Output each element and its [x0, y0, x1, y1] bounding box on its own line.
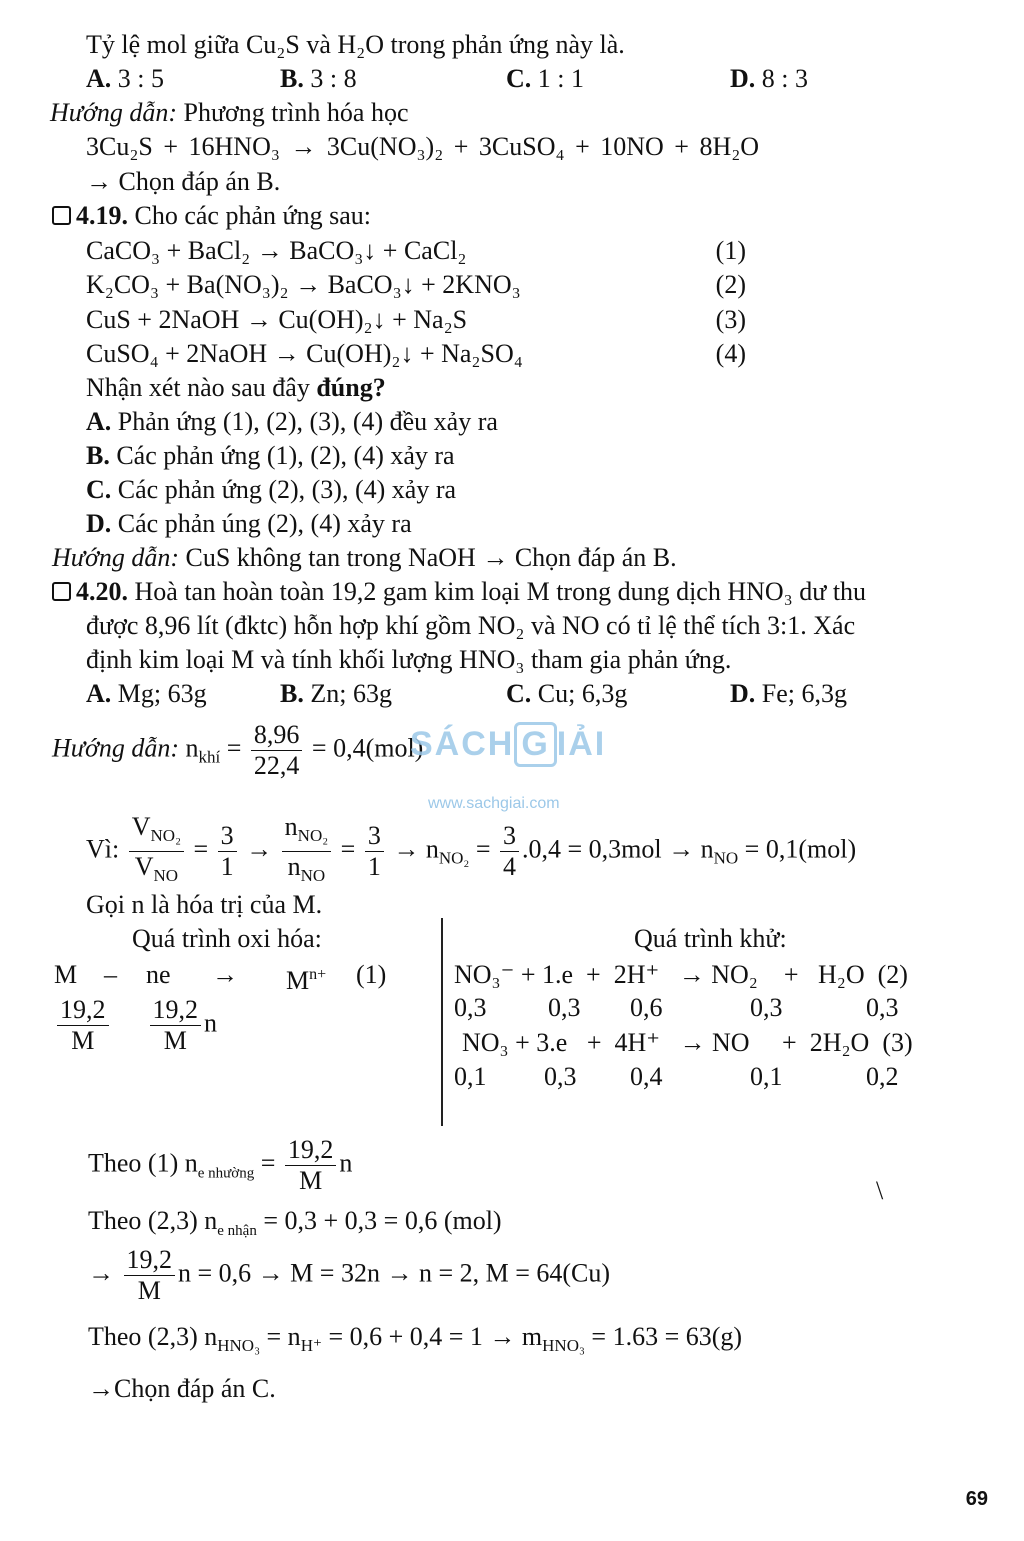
q420-valence-note: Gọi n là hóa trị của M.	[86, 890, 323, 919]
reduction-moles-3-a: 0,1	[454, 1062, 487, 1091]
reduction-moles-3-c: 0,4	[630, 1062, 663, 1091]
q420-option-d: D. Fe; 6,3g	[730, 679, 848, 708]
reduction-moles-2-e: 0,3	[866, 993, 899, 1022]
q420-ratio-line: Vì: $\frac{V_{NO_2}}{V_{NO}}$ = $\frac{3}{1}$ → $\frac{n_{NO_2}}{n_{NO}}$ = $\frac{3}{1}$ → $n_{NO_2}$ = $\frac{3}{4}$ $.0,4 = 0,3mol \to n_{NO} = 0,1(mol)$	[86, 812, 856, 891]
q419-option-d: D. Các phản úng (2), (4) xảy ra	[86, 509, 412, 538]
fraction: $\frac{3}{1}$	[365, 821, 384, 882]
reduction-moles-3-b: 0,3	[544, 1062, 577, 1091]
checkbox-icon	[52, 582, 71, 601]
stray-mark: \	[876, 1176, 884, 1205]
q420-option-c: C. Cu; 6,3g	[506, 679, 628, 708]
q418-stem: Tỷ lệ mol giữa Cu₂S và H₂O trong phản ứng này là.	[86, 30, 625, 59]
reduction-moles-2-d: 0,3	[750, 993, 783, 1022]
q420-option-a: A. Mg; 63g	[86, 679, 207, 708]
q419-reaction-4: CuSO₄ + 2NaOH → Cu(OH)₂↓ + Na₂SO₄ (4)	[86, 339, 746, 368]
reduction-moles-2-b: 0,3	[548, 993, 581, 1022]
q418-guide: Hướng dẫn: Phương trình hóa học	[50, 98, 409, 127]
oxidation-eq-m: M	[54, 960, 78, 989]
q419-option-b: B. Các phản ứng (1), (2), (4) xảy ra	[86, 441, 455, 470]
page-number: 69	[965, 1488, 988, 1510]
q420-answer: →Chọn đáp án C.	[88, 1374, 276, 1403]
q419-option-a: A. Phản ứng (1), (2), (3), (4) đều xảy ra	[86, 407, 498, 436]
fraction: $\frac{V_{NO_2}}{V_{NO}}$	[129, 812, 184, 891]
q419-reaction-1: CaCO₃ + BaCl₂ → BaCO₃↓ + CaCl₂ (1)	[86, 236, 746, 265]
q419-guide: Hướng dẫn: CuS không tan trong NaOH → Chọn đáp án B.	[52, 543, 677, 572]
q419-header: 4.19. Cho các phản ứng sau:	[52, 201, 371, 231]
column-divider	[441, 918, 443, 1126]
reduction-eq-3: NO₃ + 3.e + 4H⁺ → NO + 2H₂O (3)	[462, 1028, 913, 1057]
oxidation-eq-arrow: →	[212, 960, 238, 989]
oxidation-eq-minus: –	[104, 960, 117, 989]
q418-option-a: A. 3 : 5	[86, 64, 165, 93]
reduction-moles-2-c: 0,6	[630, 993, 663, 1022]
metal-result: → $\frac{19,2}{M}$ n = 0,6 → M = 32n → n = 2, M = 64(Cu)	[88, 1245, 611, 1305]
q418-answer: → Chọn đáp án B.	[86, 167, 281, 196]
oxidation-title: Quá trình oxi hóa:	[132, 924, 322, 953]
q420-stem-line-1: 4.20. Hoà tan hoàn toàn 19,2 gam kim loại M trong dung dịch HNO₃ dư thu	[52, 577, 866, 607]
hno3-mass: Theo (2,3) $n_{HNO_3} = n_{H^+} = 0,6 + 0,4 = 1 \to m_{HNO_3} = 1.63 = 63(g)$	[88, 1322, 743, 1355]
q418-option-d: D. 8 : 3	[730, 64, 809, 93]
q418-option-b: B. 3 : 8	[280, 64, 357, 93]
q418-equation: 3Cu₂S + 16HNO₃ → 3Cu(NO₃)₂ + 3CuSO₄ + 10NO + 8H₂O	[86, 132, 760, 161]
q419-reaction-3: CuS + 2NaOH → Cu(OH)₂↓ + Na₂S (3)	[86, 305, 746, 334]
fraction: $\frac{3}{4}$	[500, 821, 519, 882]
q420-nkhi: Hướng dẫn: $n_{khí}$ = $\frac{8,96}{22,4}$ = 0,4(mol)	[52, 720, 424, 780]
oxidation-eq-number: (1)	[356, 960, 387, 989]
fraction: $\frac{19,2}{M}$	[57, 995, 109, 1056]
fraction: $\frac{19,2}{M}$	[124, 1245, 176, 1306]
fraction: $\frac{3}{1}$	[218, 821, 237, 882]
reduction-title: Quá trình khử:	[634, 924, 787, 953]
q420-stem-line-3: định kim loại M và tính khối lượng HNO₃ tham gia phản ứng.	[86, 645, 732, 674]
q419-reaction-2: K₂CO₃ + Ba(NO₃)₂ → BaCO₃↓ + 2KNO₃ (2)	[86, 270, 746, 299]
fraction: $\frac{19,2}{M}$	[150, 995, 202, 1056]
q419-option-c: C. Các phản ứng (2), (3), (4) xảy ra	[86, 475, 457, 504]
watermark-logo: SÁCH G IẢI	[410, 722, 606, 767]
fraction: $\frac{8,96}{22,4}$	[251, 720, 303, 781]
reduction-moles-3-d: 0,1	[750, 1062, 783, 1091]
reduction-eq-2: NO₃⁻ + 1.e + 2H⁺ → NO₂ + H₂O (2)	[454, 960, 908, 989]
oxidation-moles: $\frac{19,2}{M}$ $\frac{19,2}{M}$ n	[54, 995, 217, 1056]
oxidation-eq-ne: ne	[146, 960, 171, 989]
fraction: $\frac{19,2}{M}$	[285, 1135, 337, 1196]
q420-option-b: B. Zn; 63g	[280, 679, 392, 708]
electrons-given: Theo (1) $n_{e nhường}$ = $\frac{19,2}{M}$ n	[88, 1135, 353, 1195]
q419-question: Nhận xét nào sau đây đúng?	[86, 373, 386, 402]
reduction-moles-3-e: 0,2	[866, 1062, 899, 1091]
electrons-received: Theo (2,3) $n_{e nhận} = 0,3 + 0,3 = 0,6$ (mol)	[88, 1206, 502, 1239]
q420-stem-line-2: được 8,96 lít (đktc) hỗn hợp khí gồm NO₂ và NO có tỉ lệ thể tích 3:1. Xác	[86, 611, 856, 640]
checkbox-icon	[52, 206, 71, 225]
reduction-moles-2-a: 0,3	[454, 993, 487, 1022]
q418-option-c: C. 1 : 1	[506, 64, 585, 93]
watermark-url: www.sachgiai.com	[428, 795, 560, 812]
oxidation-eq-product: $M^{n+}$	[286, 966, 327, 995]
fraction: $\frac{n_{NO_2}}{n_{NO}}$	[282, 812, 331, 891]
